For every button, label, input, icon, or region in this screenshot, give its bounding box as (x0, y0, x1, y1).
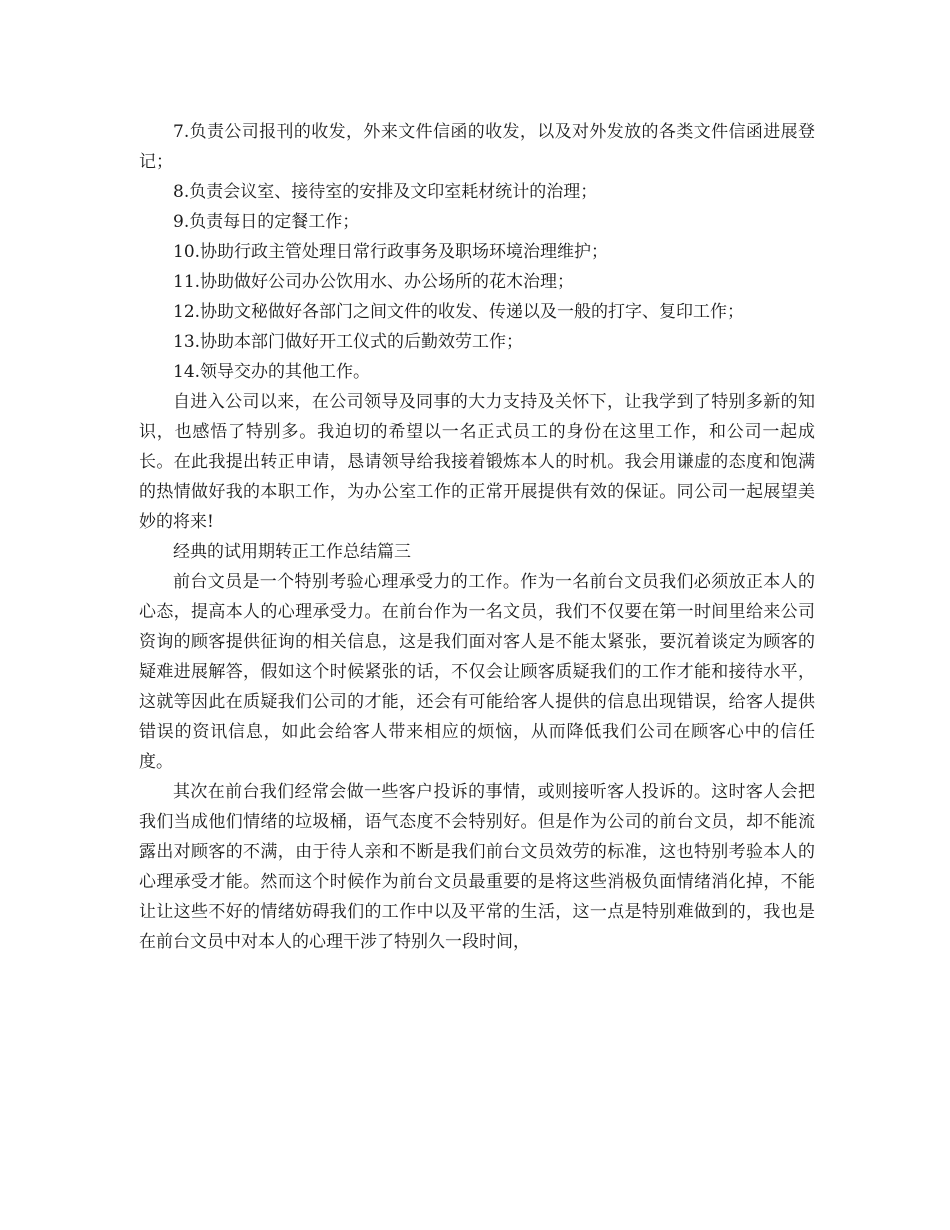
body-paragraph: 前台文员是一个特别考验心理承受力的工作。作为一名前台文员我们必须放正本人的心态，提高本人的心理承受力。在前台作为一名文员，我们不仅要在第一时间里给来公司资询的顾客提供征询的相关信息，这是我们面对客人是不能太紧张，要沉着谈定为顾客的疑难进展解答，假如这个时候紧张的话，不仅会让顾客质疑我们的工作才能和接待水平，这就等因此在质疑我们公司的才能，还会有可能给客人提供的信息出现错误，给客人提供错误的资讯信息，如此会给客人带来相应的烦恼，从而降低我们公司在顾客心中的信任度。 (139, 572, 815, 772)
list-item-14: 14.领导交办的其他工作。 (173, 362, 371, 382)
list-item-12: 12.协助文秘做好各部门之间文件的收发、传递以及一般的打字、复印工作； (173, 302, 745, 322)
body-paragraph: 自进入公司以来，在公司领导及同事的大力支持及关怀下，让我学到了特别多新的知识，也感悟了特别多。我迫切的希望以一名正式员工的身份在这里工作，和公司一起成长。在此我提出转正申请，恳请领导给我接着锻炼本人的时机。我会用谦虚的态度和饱满的热情做好我的本职工作，为办公室工作的正常开展提供有效的保证。同公司一起展望美妙的将来! (139, 392, 815, 532)
list-item-9: 9.负责每日的定餐工作； (173, 212, 360, 232)
list-item-11: 11.协助做好公司办公饮用水、办公场所的花木治理； (173, 272, 575, 292)
list-item-8: 8.负责会议室、接待室的安排及文印室耗材统计的治理； (173, 182, 598, 202)
list-item-10: 10.协助行政主管处理日常行政事务及职场环境治理维护； (173, 242, 609, 262)
list-item-7: 7.负责公司报刊的收发，外来文件信函的收发，以及对外发放的各类文件信函进展登记； (139, 122, 815, 172)
document-body (139, 117, 815, 957)
list-item-13: 13.协助本部门做好开工仪式的后勤效劳工作； (173, 332, 524, 352)
section-heading: 经典的试用期转正工作总结篇三 (173, 542, 411, 562)
body-paragraph: 其次在前台我们经常会做一些客户投诉的事情，或则接听客人投诉的。这时客人会把我们当成他们情绪的垃圾桶，语气态度不会特别好。但是作为公司的前台文员，却不能流露出对顾客的不满，由于待人亲和不断是我们前台文员效劳的标准，这也特别考验本人的心理承受才能。然而这个时候作为前台文员最重要的是将这些消极负面情绪消化掉，不能让让这些不好的情绪妨碍我们的工作中以及平常的生活，这一点是特别难做到的，我也是在前台文员中对本人的心理干涉了特别久一段时间， (139, 782, 815, 952)
